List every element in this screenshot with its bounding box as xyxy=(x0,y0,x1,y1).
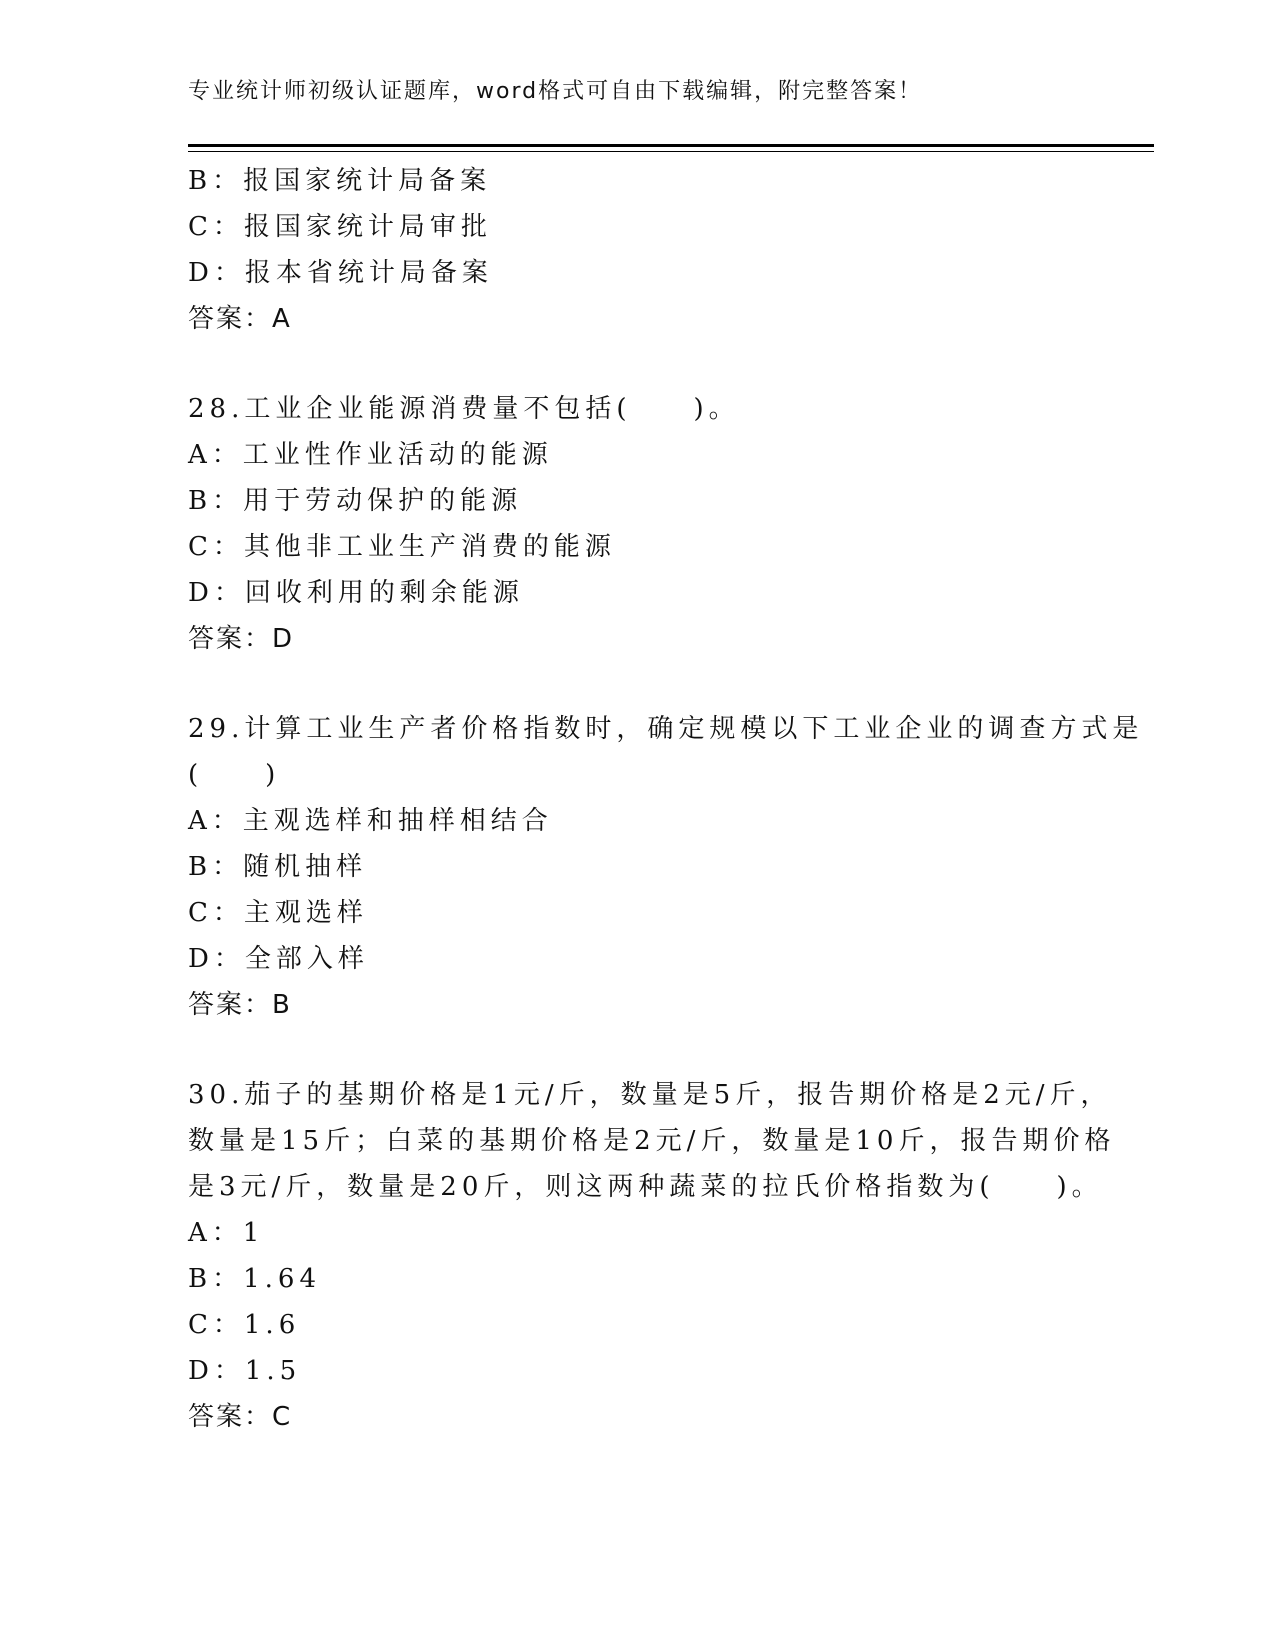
option-c: C：报国家统计局审批 xyxy=(188,212,492,242)
option-a: A：工业性作业活动的能源 xyxy=(188,440,553,470)
header-divider-thick xyxy=(188,144,1154,147)
document-header: 专业统计师初级认证题库，word格式可自由下载编辑，附完整答案！ xyxy=(188,79,923,104)
question-text: 29.计算工业生产者价格指数时，确定规模以下工业企业的调查方式是 xyxy=(188,714,1144,744)
option-c: C：1.6 xyxy=(188,1310,301,1340)
answer-line: 答案：B xyxy=(188,990,292,1020)
question-spacer xyxy=(188,1028,1088,1072)
option-b: B：报国家统计局备案 xyxy=(188,166,492,196)
header-divider-thin xyxy=(188,151,1154,152)
document-body xyxy=(188,158,1144,1440)
option-d: D：全部入样 xyxy=(188,944,369,974)
question-30 xyxy=(188,1072,1116,1440)
question-text-continued: 是3元/斤，数量是20斤，则这两种蔬菜的拉氏价格指数为( )。 xyxy=(188,1172,1103,1202)
option-c: C：主观选样 xyxy=(188,898,368,928)
option-d: D：回收利用的剩余能源 xyxy=(188,578,524,608)
option-b: B：随机抽样 xyxy=(188,852,368,882)
option-d: D：报本省统计局备案 xyxy=(188,258,493,288)
question-text-continued: 数量是15斤；白菜的基期价格是2元/斤，数量是10斤，报告期价格 xyxy=(188,1126,1116,1156)
option-b: B：用于劳动保护的能源 xyxy=(188,486,523,516)
answer-line: 答案：D xyxy=(188,624,295,654)
question-29 xyxy=(188,706,1144,1028)
question-28 xyxy=(188,386,1088,662)
option-c: C：其他非工业生产消费的能源 xyxy=(188,532,616,562)
question-spacer xyxy=(188,342,1088,386)
option-a: A：1 xyxy=(188,1218,265,1248)
question-spacer xyxy=(188,662,1088,706)
question-27-continued xyxy=(188,158,1088,342)
question-text: 28.工业企业能源消费量不包括( )。 xyxy=(188,394,740,424)
option-d: D：1.5 xyxy=(188,1356,302,1386)
answer-line: 答案：C xyxy=(188,1402,293,1432)
answer-line: 答案：A xyxy=(188,304,292,334)
question-text-continued: ( ) xyxy=(188,760,281,790)
option-b: B：1.64 xyxy=(188,1264,321,1294)
option-a: A：主观选样和抽样相结合 xyxy=(188,806,553,836)
question-text: 30.茄子的基期价格是1元/斤，数量是5斤，报告期价格是2元/斤， xyxy=(188,1080,1112,1110)
